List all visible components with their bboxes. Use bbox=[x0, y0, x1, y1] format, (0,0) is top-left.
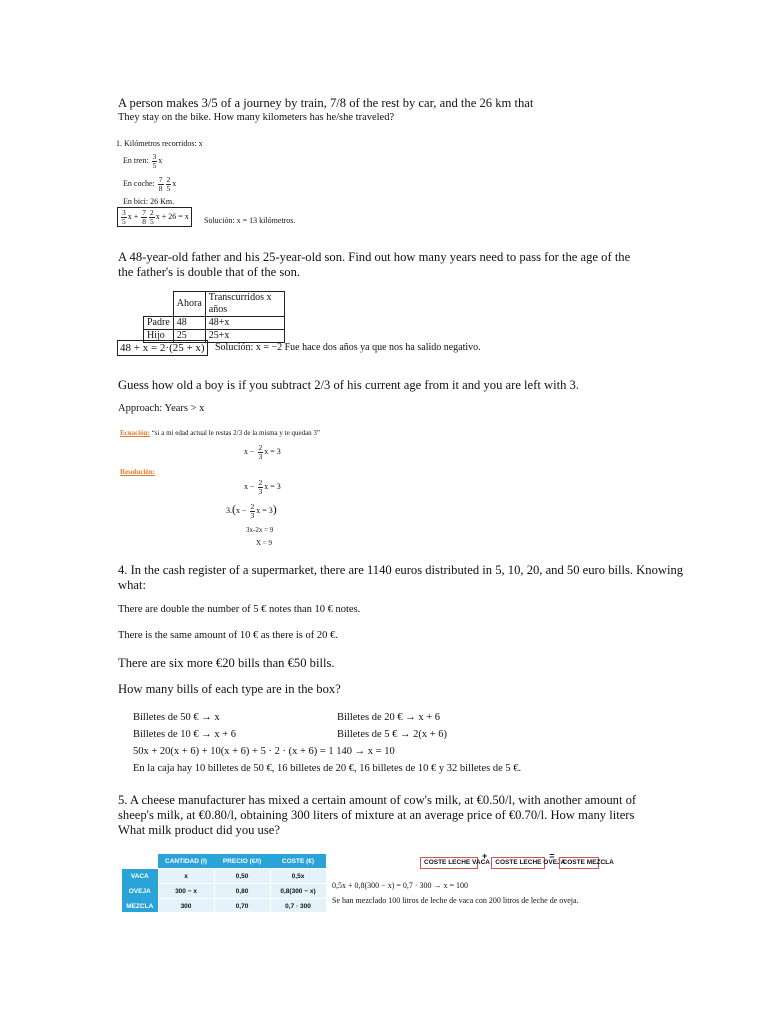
milk-cell: 0,7 · 300 bbox=[270, 899, 326, 913]
problem4-line2: what: bbox=[118, 578, 146, 592]
cost-box-mezcla: COSTE MEZCLA bbox=[559, 857, 599, 869]
ecuacion-text: “si a mi edad actual le restas 2/3 de la misma y te quedan 3” bbox=[151, 429, 321, 437]
equation-2: x − $\frac{2}{3}$ x = 3 bbox=[244, 478, 281, 496]
equation-5: X = 9 bbox=[256, 539, 273, 547]
milk-cell: 300 bbox=[158, 899, 214, 913]
bill-20: Billetes de 20 € → x + 6 bbox=[337, 712, 441, 723]
age-cell: 48 bbox=[173, 317, 205, 330]
problem4-solution-image bbox=[120, 703, 534, 779]
problem3-line1: Guess how old a boy is if you subtract 2/3 of his current age from it and you are left with 3. bbox=[118, 378, 579, 392]
problem1-line2: They stay on the bike. How many kilometers has he/she traveled? bbox=[118, 112, 395, 123]
table-row bbox=[122, 899, 326, 913]
equation-4: 3x-2x = 9 bbox=[246, 526, 274, 534]
problem3-approach: Approach: Years > x bbox=[118, 403, 205, 414]
age-table bbox=[143, 291, 285, 343]
bici-line: En bici: 26 Km. bbox=[123, 197, 175, 206]
age-header-0 bbox=[144, 292, 174, 317]
milk-header-1: CANTIDAD (l) bbox=[158, 854, 214, 869]
problem1-solution-image bbox=[116, 136, 318, 236]
problem2-equation: 48 + x = 2·(25 + x) bbox=[117, 340, 208, 356]
milk-header-0 bbox=[122, 854, 158, 869]
milk-table bbox=[122, 854, 327, 912]
milk-cell: MEZCLA bbox=[122, 899, 158, 913]
ecuacion-line bbox=[120, 428, 320, 438]
problem4-condition-1: There are double the number of 5 € notes than 10 € notes. bbox=[118, 604, 361, 615]
age-cell: Hijo bbox=[144, 330, 174, 343]
milk-header-3: COSTE (€) bbox=[270, 854, 326, 869]
milk-cell: VACA bbox=[122, 869, 158, 884]
equation-1: x − $\frac{2}{3}$ x = 3 bbox=[244, 443, 281, 461]
age-header-2: Transcurridos x años bbox=[205, 292, 284, 317]
equation-3: 3.(x − $\frac{2}{3}$ x = 3) bbox=[226, 501, 277, 520]
problem5-line3: What milk product did you use? bbox=[118, 823, 280, 837]
resolucion-label: Resolución: bbox=[120, 468, 155, 476]
milk-cell: 0,80 bbox=[214, 884, 270, 899]
milk-header-2: PRECIO (€/l) bbox=[214, 854, 270, 869]
problem1-equation: $\frac{3}{5}$ x + $\frac{7}{8}$ $\frac{2}{5}$ x + 26 = x bbox=[117, 207, 192, 227]
problem2-line2: the father's is double that of the son. bbox=[118, 265, 301, 279]
problem4-condition-2: There is the same amount of 10 € as there is of 20 €. bbox=[118, 630, 338, 641]
milk-cell: 0,5x bbox=[270, 869, 326, 884]
problem4-condition-3: There are six more €20 bills than €50 bills. bbox=[118, 656, 335, 670]
problem2-line1: A 48-year-old father and his 25-year-old son. Find out how many years need to pass for the age of the bbox=[118, 250, 631, 264]
problem1-solution: Solución: x = 13 kilómetros. bbox=[204, 216, 296, 225]
bill-5: Billetes de 5 € → 2(x + 6) bbox=[337, 729, 448, 740]
table-row bbox=[122, 869, 326, 884]
milk-cell: 0,70 bbox=[214, 899, 270, 913]
problem5-line2: sheep's milk, at €0.80/l, obtaining 300 liters of mixture at an average price of €0.70/l. How many liters bbox=[118, 808, 635, 822]
milk-equation: 0,5x + 0,8(300 − x) = 0,7 · 300 → x = 100 bbox=[332, 881, 469, 890]
table-row bbox=[144, 317, 285, 330]
problem3-solution-image bbox=[116, 424, 366, 550]
milk-cell: 300 − x bbox=[158, 884, 214, 899]
table-row bbox=[122, 884, 326, 899]
cost-boxes bbox=[420, 851, 614, 869]
tren-line: En tren: $\frac{3}{5}$ x bbox=[123, 152, 163, 170]
cost-box-oveja: COSTE LECHE OVEJA bbox=[491, 857, 545, 869]
equals-sign: = bbox=[549, 851, 555, 861]
plus-sign: + bbox=[482, 851, 488, 861]
problem2-solution-image bbox=[116, 289, 582, 361]
coche-label: En coche: bbox=[123, 178, 155, 188]
ecuacion-label: Ecuación: bbox=[120, 429, 150, 437]
bill-10: Billetes de 10 € → x + 6 bbox=[133, 729, 237, 740]
bill-result: En la caja hay 10 billetes de 50 €, 16 billetes de 20 €, 16 billetes de 10 € y 32 billetes de 5 €. bbox=[133, 763, 522, 774]
problem5-line1: 5. A cheese manufacturer has mixed a certain amount of cow's milk, at €0.50/l, with another amount of bbox=[118, 793, 637, 807]
age-cell: 48+x bbox=[205, 317, 284, 330]
age-cell: Padre bbox=[144, 317, 174, 330]
milk-cell: 0,50 bbox=[214, 869, 270, 884]
problem4-question: How many bills of each type are in the box? bbox=[118, 682, 341, 696]
milk-result: Se han mezclado 100 litros de leche de vaca con 200 litros de leche de oveja. bbox=[332, 896, 579, 905]
problem5-solution-image bbox=[120, 846, 620, 912]
milk-cell: OVEJA bbox=[122, 884, 158, 899]
problem1-line1: A person makes 3/5 of a journey by train, 7/8 of the rest by car, and the 26 km that bbox=[118, 96, 534, 110]
km-label: 1. Kilómetros recorridos: x bbox=[116, 139, 203, 148]
cost-box-vaca: COSTE LECHE VACA bbox=[420, 857, 478, 869]
bill-50: Billetes de 50 € → x bbox=[133, 712, 220, 723]
age-cell: 25+x bbox=[205, 330, 284, 343]
bill-equation: 50x + 20(x + 6) + 10(x + 6) + 5 · 2 · (x + 6) = 1 140 → x = 10 bbox=[133, 746, 395, 757]
age-header-1: Ahora bbox=[173, 292, 205, 317]
milk-cell: 0,8(300 − x) bbox=[270, 884, 326, 899]
tren-label: En tren: bbox=[123, 155, 149, 165]
problem2-solution: Solución: x = −2 Fue hace dos años ya que nos ha salido negativo. bbox=[215, 342, 481, 353]
milk-cell: x bbox=[158, 869, 214, 884]
problem4-line1: 4. In the cash register of a supermarket, there are 1140 euros distributed in 5, 10, 20, and 50 euro bills. Knowing bbox=[118, 563, 684, 577]
age-cell: 25 bbox=[173, 330, 205, 343]
coche-line: En coche: $\frac{7}{8}$ $\frac{2}{5}$ x bbox=[123, 175, 177, 193]
